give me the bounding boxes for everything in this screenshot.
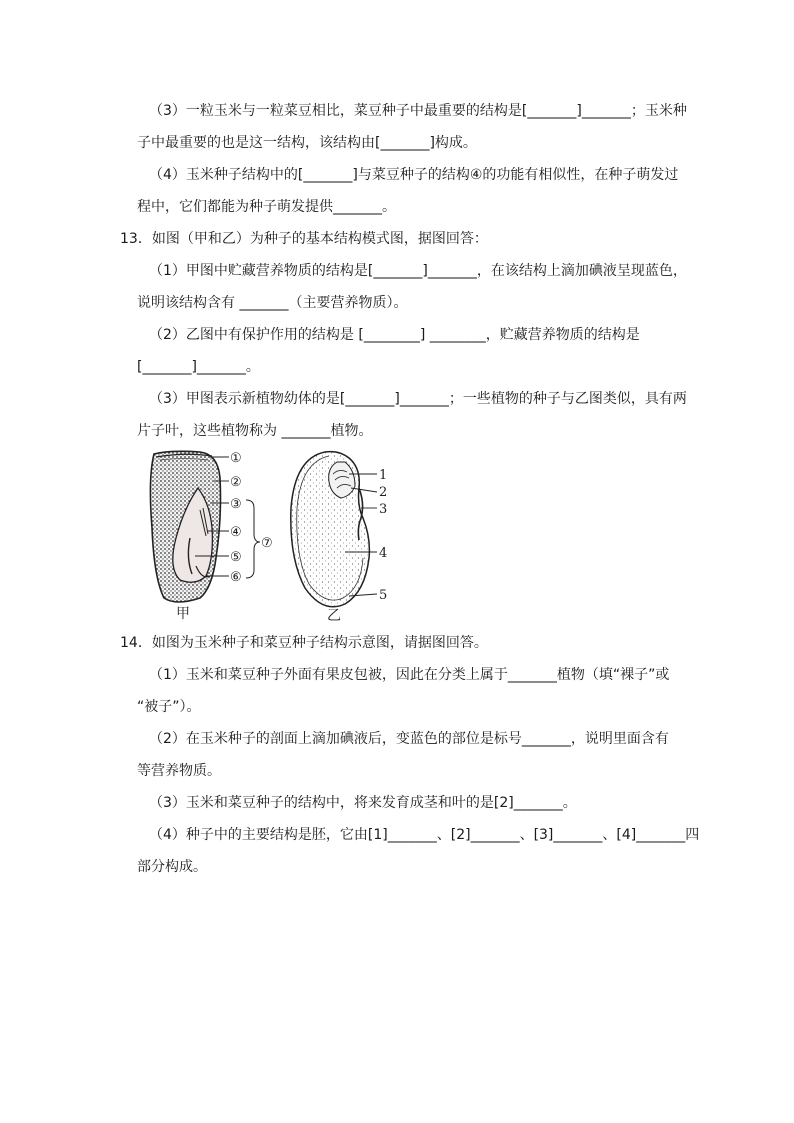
jia-label-4: ④ [230, 525, 242, 540]
yi-label-3: 3 [379, 502, 388, 517]
q14-2-line2: 等营养物质。 [137, 763, 221, 779]
q13-1-line1: （1）甲图中贮藏营养物质的结构是[_______]_______，在该结构上滴加碘液呈现蓝色， [149, 263, 687, 279]
yi-label-4: 4 [379, 546, 388, 561]
jia-label-7: ⑦ [261, 536, 273, 551]
q12-4-line2: 程中，它们都能为种子萌发提供_______。 [137, 199, 396, 215]
figure-yi-caption: 乙 [327, 608, 341, 622]
q13-stem: 13．如图（甲和乙）为种子的基本结构模式图，据图回答： [120, 231, 488, 247]
jia-label-3: ③ [230, 497, 242, 512]
q12-3-line2: 子中最重要的也是这一结构，该结构由[_______]构成。 [137, 135, 477, 151]
q14-1-line2: “被子”）。 [137, 699, 201, 715]
jia-label-1: ① [230, 451, 242, 466]
yi-label-5: 5 [379, 588, 388, 603]
q14-2-line1: （2）在玉米种子的剖面上滴加碘液后，变蓝色的部位是标号_______，说明里面含有 [149, 731, 669, 747]
q14-4-line2: 部分构成。 [137, 859, 207, 875]
q14-4-line1: （4）种子中的主要结构是胚，它由[1]_______、[2]_______、[3]_______、[4]_______四 [149, 827, 700, 843]
q13-3-line2: 片子叶，这些植物称为 _______植物。 [137, 423, 373, 439]
jia-label-5: ⑤ [230, 550, 242, 565]
q13-2-line1: （2）乙图中有保护作用的结构是 [________] ________，贮藏营养物质的结构是 [149, 327, 640, 343]
jia-label-2: ② [230, 475, 242, 490]
q12-3-line1: （3）一粒玉米与一粒菜豆相比，菜豆种子中最重要的结构是[_______]_______；玉米种 [149, 103, 687, 119]
q12-4-line1: （4）玉米种子结构中的[_______]与菜豆种子的结构④的功能有相似性，在种子萌发过 [149, 167, 679, 183]
q14-1-line1: （1）玉米和菜豆种子外面有果皮包被，因此在分类上属于_______植物（填“裸子”或 [149, 667, 670, 683]
q13-1-line2: 说明该结构含有 _______（主要营养物质）。 [137, 295, 408, 311]
q13-2-line2: [_______]_______。 [137, 359, 260, 375]
figure-jia-corn-seed [140, 448, 300, 620]
jia-label-6: ⑥ [230, 570, 242, 585]
figure-jia-caption: 甲 [176, 606, 190, 620]
q14-stem: 14．如图为玉米种子和菜豆种子结构示意图，请据图回答。 [120, 635, 488, 651]
figure-yi-bean-seed [285, 448, 400, 622]
q14-3-line1: （3）玉米和菜豆种子的结构中，将来发育成茎和叶的是[2]_______。 [149, 795, 577, 811]
q13-3-line1: （3）甲图表示新植物幼体的是[_______]_______；一些植物的种子与乙图类似，具有两 [149, 391, 687, 407]
yi-label-2: 2 [379, 485, 388, 500]
yi-label-1: 1 [379, 468, 388, 483]
